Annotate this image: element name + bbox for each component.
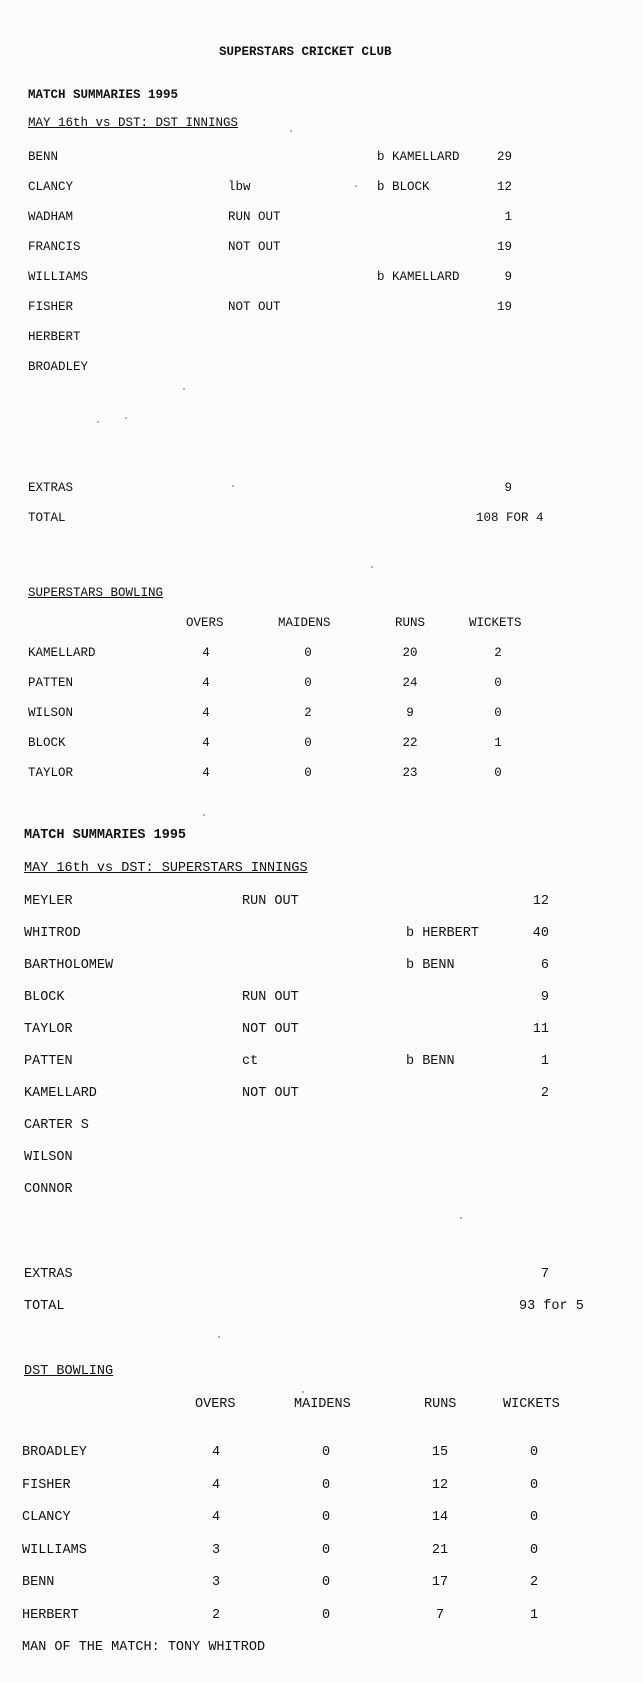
dismissal-type: RUN OUT (228, 210, 281, 224)
club-title: SUPERSTARS CRICKET CLUB (219, 45, 392, 59)
batsman-runs: 29 (496, 150, 512, 164)
batsman-name: BROADLEY (28, 360, 89, 374)
bowler-name: WILLIAMS (22, 1543, 87, 1558)
col-overs: OVERS (186, 616, 224, 630)
bowler-name: BENN (22, 1575, 55, 1590)
dismissal-type: RUN OUT (242, 990, 299, 1005)
bowler-overs: 3 (211, 1543, 221, 1558)
bowler-maidens: 0 (321, 1478, 331, 1493)
batsman-runs: 19 (496, 300, 512, 314)
bowler-runs: 23 (402, 766, 418, 780)
bowler-name: PATTEN (28, 676, 74, 690)
bowler-name: HERBERT (22, 1608, 79, 1623)
scan-speck (218, 1336, 220, 1338)
man-of-the-match: MAN OF THE MATCH: TONY WHITROD (22, 1640, 266, 1655)
dismissal-bowler: b KAMELLARD (377, 270, 460, 284)
bowler-maidens: 0 (304, 736, 312, 750)
bowler-maidens: 2 (304, 706, 312, 720)
dismissal-bowler: b KAMELLARD (377, 150, 460, 164)
bowler-runs: 17 (431, 1575, 449, 1590)
batsman-runs: 9 (540, 990, 549, 1005)
bowler-runs: 15 (431, 1445, 449, 1460)
col-maidens: MAIDENS (294, 1397, 351, 1412)
bowler-maidens: 0 (304, 646, 312, 660)
bowler-name: BROADLEY (22, 1445, 87, 1460)
bowler-overs: 2 (211, 1608, 221, 1623)
bowler-name: FISHER (22, 1478, 71, 1493)
section2-heading: MATCH SUMMARIES 1995 (24, 828, 187, 843)
scan-speck (460, 1217, 462, 1219)
batsman-name: BLOCK (24, 990, 65, 1005)
dismissal-type: NOT OUT (228, 240, 281, 254)
extras-value: 9 (504, 481, 512, 495)
batsman-name: FRANCIS (28, 240, 81, 254)
bowler-name: CLANCY (22, 1510, 71, 1525)
bowler-maidens: 0 (321, 1608, 331, 1623)
bowler-name: WILSON (28, 706, 74, 720)
batsman-name: TAYLOR (24, 1022, 73, 1037)
batsman-name: WADHAM (28, 210, 74, 224)
batsman-name: BARTHOLOMEW (24, 958, 114, 973)
col-overs: OVERS (195, 1397, 236, 1412)
batsman-runs: 19 (496, 240, 512, 254)
bowler-maidens: 0 (321, 1510, 331, 1525)
batsman-runs: 12 (496, 180, 512, 194)
batsman-name: WILSON (24, 1150, 73, 1165)
batsman-name: MEYLER (24, 894, 73, 909)
bowler-runs: 21 (431, 1543, 449, 1558)
bowler-overs: 4 (202, 736, 210, 750)
scan-speck (355, 185, 357, 187)
bowler-overs: 3 (211, 1575, 221, 1590)
total-label: TOTAL (28, 511, 66, 525)
bowler-runs: 20 (402, 646, 418, 660)
dismissal-bowler: b BLOCK (377, 180, 430, 194)
extras-label: EXTRAS (28, 481, 74, 495)
total-value: 93 for 5 (519, 1299, 584, 1314)
col-runs: RUNS (424, 1397, 457, 1412)
bowling-title: SUPERSTARS BOWLING (28, 586, 164, 600)
batsman-name: KAMELLARD (24, 1086, 97, 1101)
bowler-runs: 9 (406, 706, 414, 720)
bowler-wickets: 0 (494, 676, 502, 690)
batsman-name: FISHER (28, 300, 74, 314)
scan-speck (232, 485, 234, 487)
bowler-overs: 4 (202, 766, 210, 780)
bowler-maidens: 0 (304, 766, 312, 780)
bowler-name: BLOCK (28, 736, 66, 750)
batsman-runs: 9 (504, 270, 512, 284)
bowler-wickets: 2 (529, 1575, 539, 1590)
section1-heading: MATCH SUMMARIES 1995 (28, 88, 179, 102)
batsman-runs: 1 (540, 1054, 549, 1069)
section2-innings-title: MAY 16th vs DST: SUPERSTARS INNINGS (24, 861, 308, 876)
dismissal-bowler: b BENN (406, 958, 455, 973)
bowler-wickets: 0 (529, 1510, 539, 1525)
bowler-overs: 4 (202, 646, 210, 660)
batsman-name: WILLIAMS (28, 270, 89, 284)
batsman-name: BENN (28, 150, 59, 164)
batsman-name: CONNOR (24, 1182, 73, 1197)
bowler-maidens: 0 (321, 1543, 331, 1558)
section1-innings-title: MAY 16th vs DST: DST INNINGS (28, 116, 239, 130)
dismissal-type: ct (242, 1054, 259, 1069)
batsman-name: CLANCY (28, 180, 74, 194)
batsman-name: PATTEN (24, 1054, 73, 1069)
col-runs: RUNS (395, 616, 426, 630)
dismissal-type: NOT OUT (228, 300, 281, 314)
bowler-overs: 4 (211, 1510, 221, 1525)
scan-speck (203, 814, 205, 816)
batsman-runs: 11 (532, 1022, 549, 1037)
extras-value: 7 (540, 1267, 549, 1282)
bowler-overs: 4 (211, 1445, 221, 1460)
bowler-maidens: 0 (321, 1575, 331, 1590)
scan-speck (183, 388, 185, 390)
dismissal-type: lbw (228, 180, 251, 194)
dismissal-type: NOT OUT (242, 1022, 299, 1037)
bowler-runs: 14 (431, 1510, 449, 1525)
bowler-runs: 12 (431, 1478, 449, 1493)
dismissal-bowler: b BENN (406, 1054, 455, 1069)
batsman-runs: 40 (532, 926, 549, 941)
batsman-runs: 12 (532, 894, 549, 909)
bowler-overs: 4 (202, 706, 210, 720)
bowler-wickets: 1 (529, 1608, 539, 1623)
batsman-name: CARTER S (24, 1118, 89, 1133)
scan-speck (125, 417, 127, 419)
extras-label: EXTRAS (24, 1267, 73, 1282)
bowler-runs: 22 (402, 736, 418, 750)
dismissal-type: RUN OUT (242, 894, 299, 909)
dismissal-bowler: b HERBERT (406, 926, 479, 941)
col-wickets: WICKETS (503, 1397, 560, 1412)
bowler-runs: 7 (435, 1608, 445, 1623)
bowler-wickets: 0 (529, 1445, 539, 1460)
bowler-overs: 4 (202, 676, 210, 690)
total-value: 108 FOR 4 (476, 511, 544, 525)
bowler-wickets: 2 (494, 646, 502, 660)
bowler-wickets: 0 (529, 1478, 539, 1493)
batsman-runs: 1 (504, 210, 512, 224)
bowling-title: DST BOWLING (24, 1364, 114, 1379)
bowler-overs: 4 (211, 1478, 221, 1493)
scan-speck (97, 421, 99, 423)
bowler-runs: 24 (402, 676, 418, 690)
bowler-maidens: 0 (304, 676, 312, 690)
batsman-name: HERBERT (28, 330, 81, 344)
total-label: TOTAL (24, 1299, 65, 1314)
bowler-wickets: 0 (494, 706, 502, 720)
batsman-runs: 6 (540, 958, 549, 973)
batsman-runs: 2 (540, 1086, 549, 1101)
batsman-name: WHITROD (24, 926, 81, 941)
dismissal-type: NOT OUT (242, 1086, 299, 1101)
col-maidens: MAIDENS (278, 616, 331, 630)
bowler-wickets: 1 (494, 736, 502, 750)
scan-speck (290, 130, 292, 132)
col-wickets: WICKETS (469, 616, 522, 630)
bowler-wickets: 0 (494, 766, 502, 780)
bowler-name: TAYLOR (28, 766, 74, 780)
bowler-name: KAMELLARD (28, 646, 96, 660)
bowler-maidens: 0 (321, 1445, 331, 1460)
bowler-wickets: 0 (529, 1543, 539, 1558)
scan-speck (302, 1391, 304, 1393)
scan-speck (371, 566, 373, 568)
